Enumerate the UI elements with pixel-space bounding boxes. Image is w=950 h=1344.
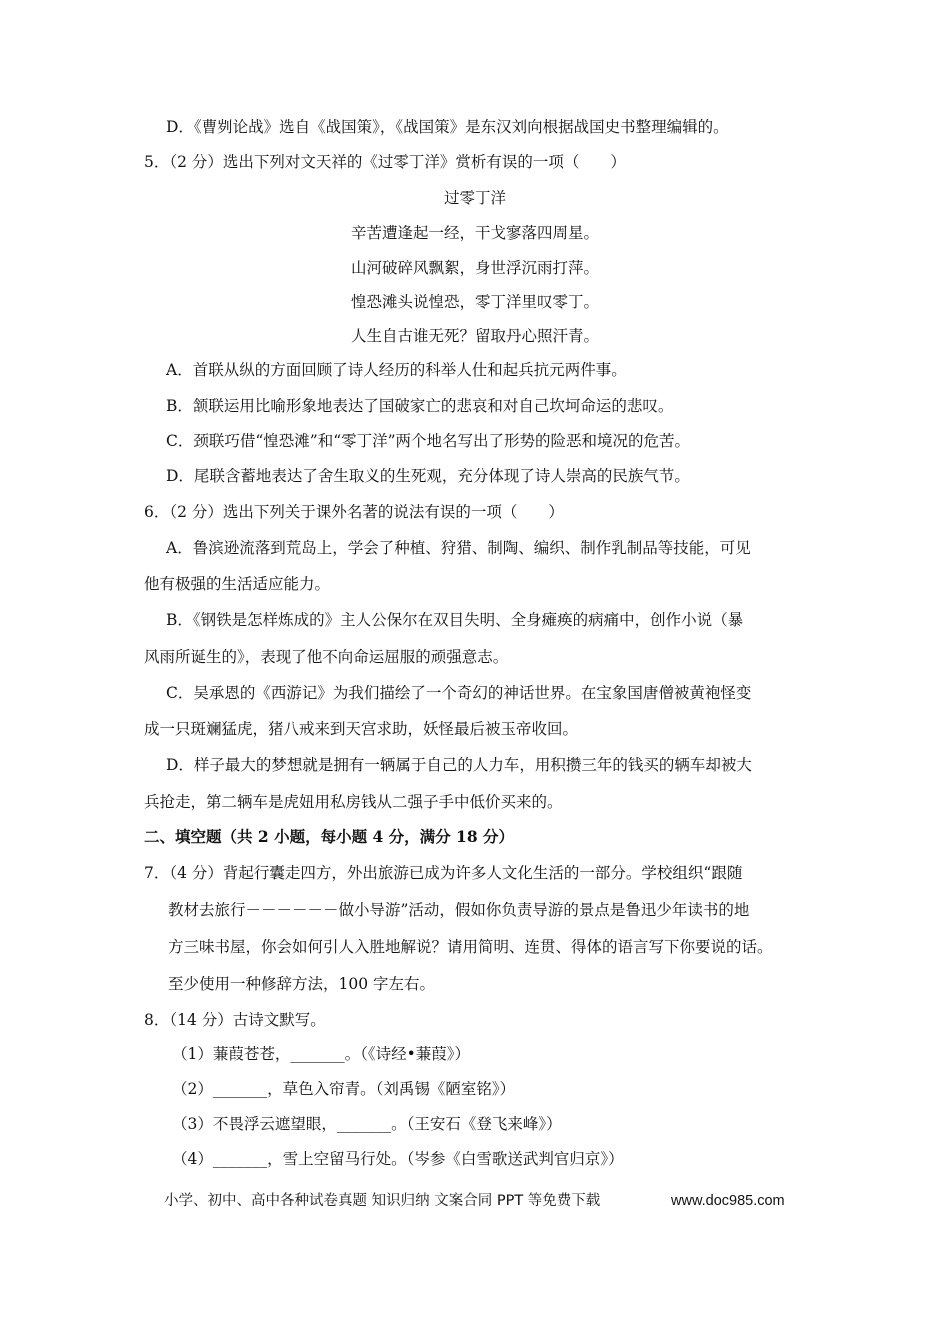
q6-option-d-line2: 兵抢走，第二辆车是虎妞用私房钱从二强子手中低价买来的。 <box>144 793 563 811</box>
q4-option-d: D．《曹刿论战》选自《战国策》，《战国策》是东汉刘向根据战国史书整理编辑的。 <box>166 118 729 136</box>
q6-option-c-line2: 成一只斑斓猛虎，猪八戒来到天宫求助，妖怪最后被玉帝收回。 <box>144 720 579 738</box>
q8-item-4: （4）_______，雪上空留马行处。（岑参《白雪歌送武判官归京》） <box>172 1150 624 1168</box>
q6-option-c-line1: C．吴承恩的《西游记》为我们描绘了一个奇幻的神话世界。在宝象国唐僧被黄袍怪变 <box>166 684 752 702</box>
poem-title: 过零丁洋 <box>443 189 506 207</box>
q5-stem: 5．（2 分）选出下列对文天祥的《过零丁洋》赏析有误的一项（ ） <box>144 153 626 171</box>
q8-item-2: （2）_______，草色入帘青。（刘禹锡《陋室铭》） <box>172 1080 516 1098</box>
q6-option-d-line1: D．样子最大的梦想就是拥有一辆属于自己的人力车，用积攒三年的钱买的辆车却被大 <box>166 756 752 774</box>
q7-line-3: 方三味书屋，你会如何引人入胜地解说？请用简明、连贯、得体的语言写下你要说的话。 <box>168 938 773 956</box>
q5-option-d: D．尾联含蓄地表达了舍生取义的生死观，充分体现了诗人崇高的民族气节。 <box>166 467 690 485</box>
poem-line-1: 辛苦遭逢起一经，干戈寥落四周星。 <box>350 224 599 242</box>
q6-option-b-line2: 风雨所诞生的》，表现了他不向命运屈服的顽强意志。 <box>144 648 509 666</box>
q6-option-b-line1: B．《钢铁是怎样炼成的》主人公保尔在双目失明、全身瘫痪的病痛中，创作小说（暴 <box>166 611 744 629</box>
footer-text: 小学、初中、高中各种试卷真题 知识归纳 文案合同 PPT 等免费下载 <box>164 1193 601 1209</box>
section-heading: 二、填空题（共 2 小题，每小题 4 分，满分 18 分） <box>144 827 515 846</box>
q7-line-2: 教材去旅行－－－－－－做小导游”活动，假如你负责导游的景点是鲁迅少年读书的地 <box>168 901 750 919</box>
q8-item-1: （1）蒹葭苍苍，_______。（《诗经•蒹葭》） <box>172 1045 471 1063</box>
q8-item-3: （3）不畏浮云遮望眼，_______。（王安石《登飞来峰》） <box>172 1115 562 1133</box>
q5-option-a: A．首联从纵的方面回顾了诗人经历的科举人仕和起兵抗元两件事。 <box>166 361 627 379</box>
q6-option-a-line2: 他有极强的生活适应能力。 <box>144 575 331 593</box>
poem-line-3: 惶恐滩头说惶恐，零丁洋里叹零丁。 <box>350 293 599 311</box>
q5-option-c: C．颈联巧借“惶恐滩”和“零丁洋”两个地名写出了形势的险恶和境况的危苦。 <box>166 432 691 450</box>
footer-url[interactable]: www.doc985.com <box>671 1193 785 1209</box>
q8-stem: 8．（14 分）古诗文默写。 <box>144 1011 326 1029</box>
q5-option-b: B．颔联运用比喻形象地表达了国破家亡的悲哀和对自己坎坷命运的悲叹。 <box>166 397 674 415</box>
q7-line-1: 7．（4 分）背起行囊走四方，外出旅游已成为许多人文化生活的一部分。学校组织“跟随 <box>144 864 743 882</box>
q7-line-4: 至少使用一种修辞方法，100 字左右。 <box>168 975 436 993</box>
q6-stem: 6．（2 分）选出下列关于课外名著的说法有误的一项（ ） <box>144 503 564 521</box>
q6-option-a-line1: A．鲁滨逊流落到荒岛上，学会了种植、狩猎、制陶、编织、制作乳制品等技能，可见 <box>166 539 751 557</box>
poem-line-2: 山河破碎风飘絮，身世浮沉雨打萍。 <box>350 259 599 277</box>
poem-line-4: 人生自古谁无死？留取丹心照汗青。 <box>350 327 599 345</box>
